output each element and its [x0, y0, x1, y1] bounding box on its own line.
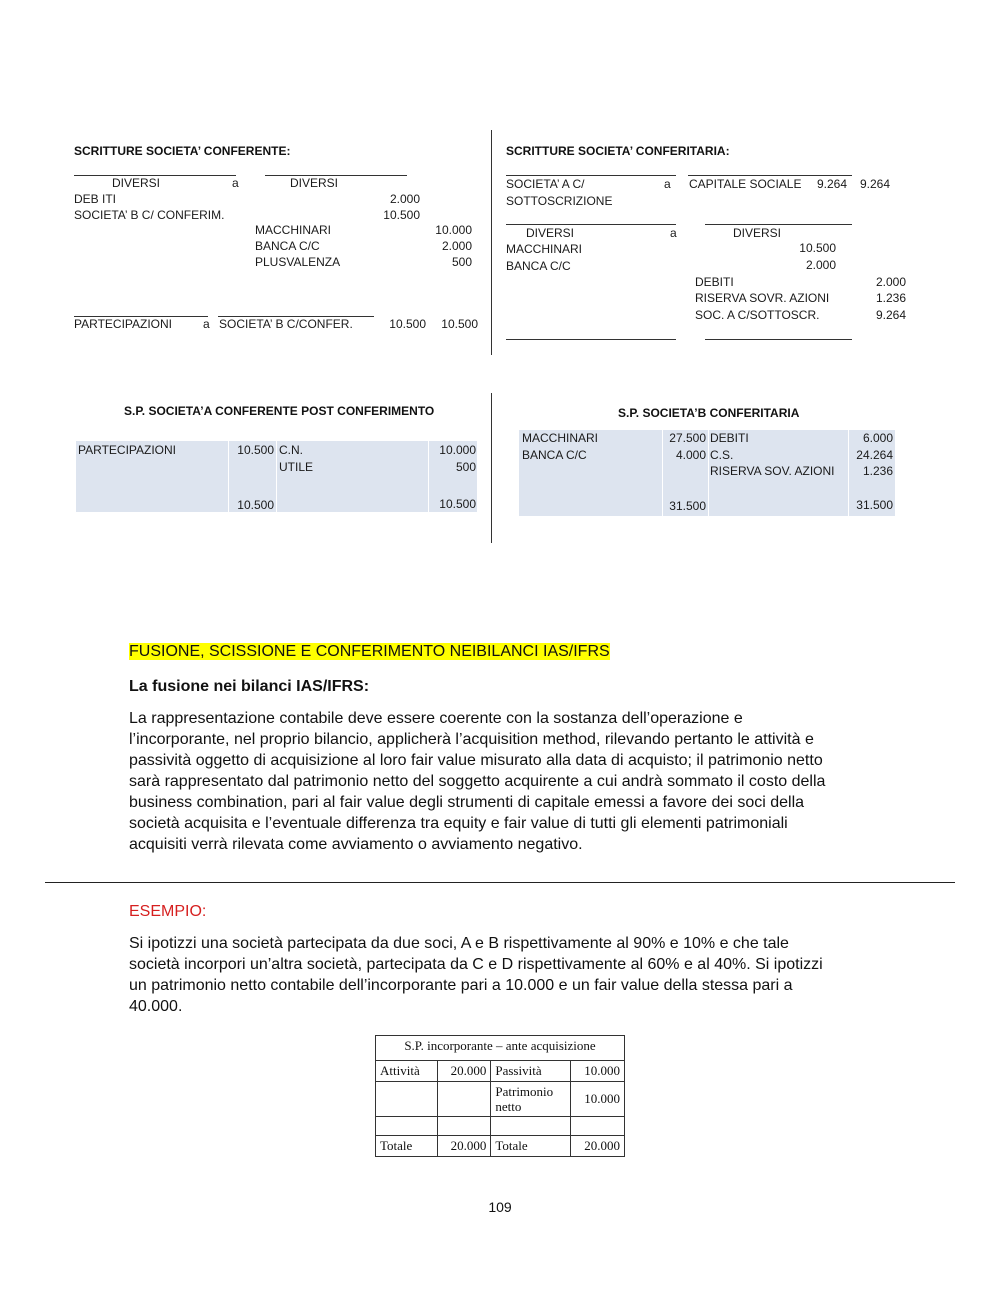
table-cell: Passività [491, 1061, 571, 1082]
example-label: ESEMPIO: [129, 903, 207, 920]
capitale-sociale-label: CAPITALE SOCIALE [689, 177, 802, 191]
table-row [376, 1082, 625, 1117]
table-title: S.P. incorporante – ante acquisizione [376, 1036, 625, 1061]
text-line: business combination, pari al fair value degli strumenti di capitale emessi a favore dei soci della [129, 794, 805, 811]
capitale-dare: 9.264 [816, 177, 847, 191]
utile-label: UTILE [279, 460, 314, 474]
table-cell: 10.000 [571, 1061, 625, 1082]
table-row [376, 1136, 625, 1157]
societa-b-conf-label: SOCIETA’ B C/CONFER. [219, 317, 353, 331]
partecipazioni-label: PARTECIPAZIONI [74, 317, 173, 331]
banca-value: 4.000 [675, 448, 706, 462]
cs-label: C.S. [710, 448, 734, 462]
debiti-value: 6.000 [862, 431, 893, 445]
banca-label: BANCA C/C [522, 448, 587, 462]
soc-a-value: 9.264 [875, 308, 906, 322]
separator [491, 130, 492, 355]
subheading: La fusione nei bilanci IAS/IFRS: [129, 678, 370, 695]
banca-label: BANCA C/C [506, 259, 571, 273]
text-line: 40.000. [129, 998, 183, 1015]
soc-a-label: SOC. A C/SOTTOSCR. [695, 308, 820, 322]
debiti-label: DEB ITI [74, 192, 117, 206]
text-line: sarà rappresentato dal patrimonio netto del soggetto acquirente a cui andrà sommato il costo della [129, 773, 826, 790]
banca-value: 2.000 [805, 258, 836, 272]
diversi-left: DIVERSI [112, 176, 161, 190]
table-row [376, 1061, 625, 1082]
table-cell: 20.000 [437, 1136, 491, 1157]
diversi-left: DIVERSI [526, 226, 575, 240]
text-line: acquisiti verrà rilevata come avviamento o avviamento negativo. [129, 836, 583, 853]
a-connector: a [670, 226, 677, 240]
cs-value: 24.264 [856, 448, 893, 462]
total-left: 31.500 [669, 499, 706, 513]
societa-a-label: SOCIETA’ A C/ [506, 177, 585, 191]
table-cell [376, 1082, 438, 1117]
riserva-value: 1.236 [875, 291, 906, 305]
total-left: 10.500 [237, 498, 274, 512]
table-cell: 20.000 [571, 1136, 625, 1157]
table-cell: 10.000 [571, 1082, 625, 1117]
table-cell: 20.000 [437, 1061, 491, 1082]
diversi-right: DIVERSI [733, 226, 782, 240]
cell-divider [708, 430, 709, 516]
cn-label: C.N. [279, 443, 303, 457]
riserva-value: 1.236 [862, 464, 893, 478]
rule [688, 175, 852, 176]
sp-conferitaria-title: S.P. SOCIETA’B CONFERITARIA [618, 406, 800, 420]
debiti-label: DEBITI [710, 431, 749, 445]
text-line: passività oggetto di acquisizione al loro fair value misurato alla data di acquisto; il patrimonio netto [129, 752, 823, 769]
rule [506, 175, 676, 176]
section-heading: FUSIONE, SCISSIONE E CONFERIMENTO NEIBILANCI IAS/IFRS [129, 643, 610, 660]
paragraph-1 [129, 708, 825, 855]
conferente-title: SCRITTURE SOCIETA’ CONFERENTE: [74, 144, 291, 158]
partecipazioni-dare: 10.500 [389, 317, 426, 331]
total-right: 31.500 [856, 498, 893, 512]
table-cell [437, 1117, 491, 1136]
riserva-label: RISERVA SOV. AZIONI [710, 464, 835, 478]
banca-label: BANCA C/C [255, 239, 320, 253]
utile-value: 500 [455, 460, 476, 474]
plusvalenza-label: PLUSVALENZA [255, 255, 341, 269]
macchinari-value: 10.000 [435, 223, 472, 237]
text-line: l’incorporante, nel proprio bilancio, applicherà l’acquisition method, rilevando pertanto le attività e [129, 731, 814, 748]
debiti-value: 2.000 [389, 192, 420, 206]
macchinari-value: 10.500 [799, 241, 836, 255]
paragraph-2 [129, 933, 823, 1017]
a-connector: a [232, 176, 239, 190]
table-cell: Totale [491, 1136, 571, 1157]
text-line: La rappresentazione contabile deve essere coerente con la sostanza dell’operazione e [129, 710, 743, 727]
table-row [376, 1117, 625, 1136]
rule [705, 224, 852, 225]
partecipazioni-value: 10.500 [237, 443, 274, 457]
horizontal-divider [45, 882, 955, 883]
a-connector: a [664, 177, 671, 191]
sp-incorporante-table [375, 1035, 625, 1157]
macchinari-label: MACCHINARI [506, 242, 583, 256]
societa-b-value: 10.500 [383, 208, 420, 222]
debiti-label: DEBITI [695, 275, 734, 289]
sp-conferente-title: S.P. SOCIETA’A CONFERENTE POST CONFERIMENTO [124, 404, 435, 418]
table-cell: Totale [376, 1136, 438, 1157]
debiti-value: 2.000 [875, 275, 906, 289]
cell-divider [276, 441, 277, 512]
diversi-right: DIVERSI [290, 176, 339, 190]
text-line: Si ipotizzi una società partecipata da due soci, A e B rispettivamente al 90% e 10% e che tale [129, 935, 789, 952]
macchinari-label: MACCHINARI [255, 223, 332, 237]
table-cell [376, 1117, 438, 1136]
societa-b-label: SOCIETA’ B C/ CONFERIM. [74, 208, 225, 222]
total-right: 10.500 [439, 497, 476, 511]
table-cell [571, 1117, 625, 1136]
capitale-avere: 9.264 [859, 177, 890, 191]
page-number: 109 [488, 1199, 512, 1215]
rule [705, 339, 852, 340]
conferitaria-title: SCRITTURE SOCIETA’ CONFERITARIA: [506, 144, 730, 158]
banca-value: 2.000 [441, 239, 472, 253]
separator [491, 393, 492, 543]
rule [506, 339, 676, 340]
rule [506, 224, 676, 225]
text-line: un patrimonio netto contabile dell’incorporante pari a 10.000 e un fair value della stessa pari a [129, 977, 793, 994]
table-cell: Attività [376, 1061, 438, 1082]
cn-value: 10.000 [439, 443, 476, 457]
macchinari-label: MACCHINARI [522, 431, 599, 445]
macchinari-value: 27.500 [669, 431, 706, 445]
partecipazioni-avere: 10.500 [441, 317, 478, 331]
table-cell [437, 1082, 491, 1117]
text-line: società incorpori un’altra società, partecipata da C e D rispettivamente al 60% e al 40%. Si ipotizzi [129, 956, 823, 973]
partecipazioni-label: PARTECIPAZIONI [78, 443, 177, 457]
riserva-label: RISERVA SOVR. AZIONI [695, 291, 830, 305]
plusvalenza-value: 500 [451, 255, 472, 269]
a-connector: a [203, 317, 210, 331]
text-line: società acquisita e l’eventuale differenza tra equity e fair value di tutti gli elementi patrimoniali [129, 815, 788, 832]
table-cell [491, 1117, 571, 1136]
sottoscrizione-label: SOTTOSCRIZIONE [506, 194, 613, 208]
table-cell: Patrimonio netto [491, 1082, 571, 1117]
